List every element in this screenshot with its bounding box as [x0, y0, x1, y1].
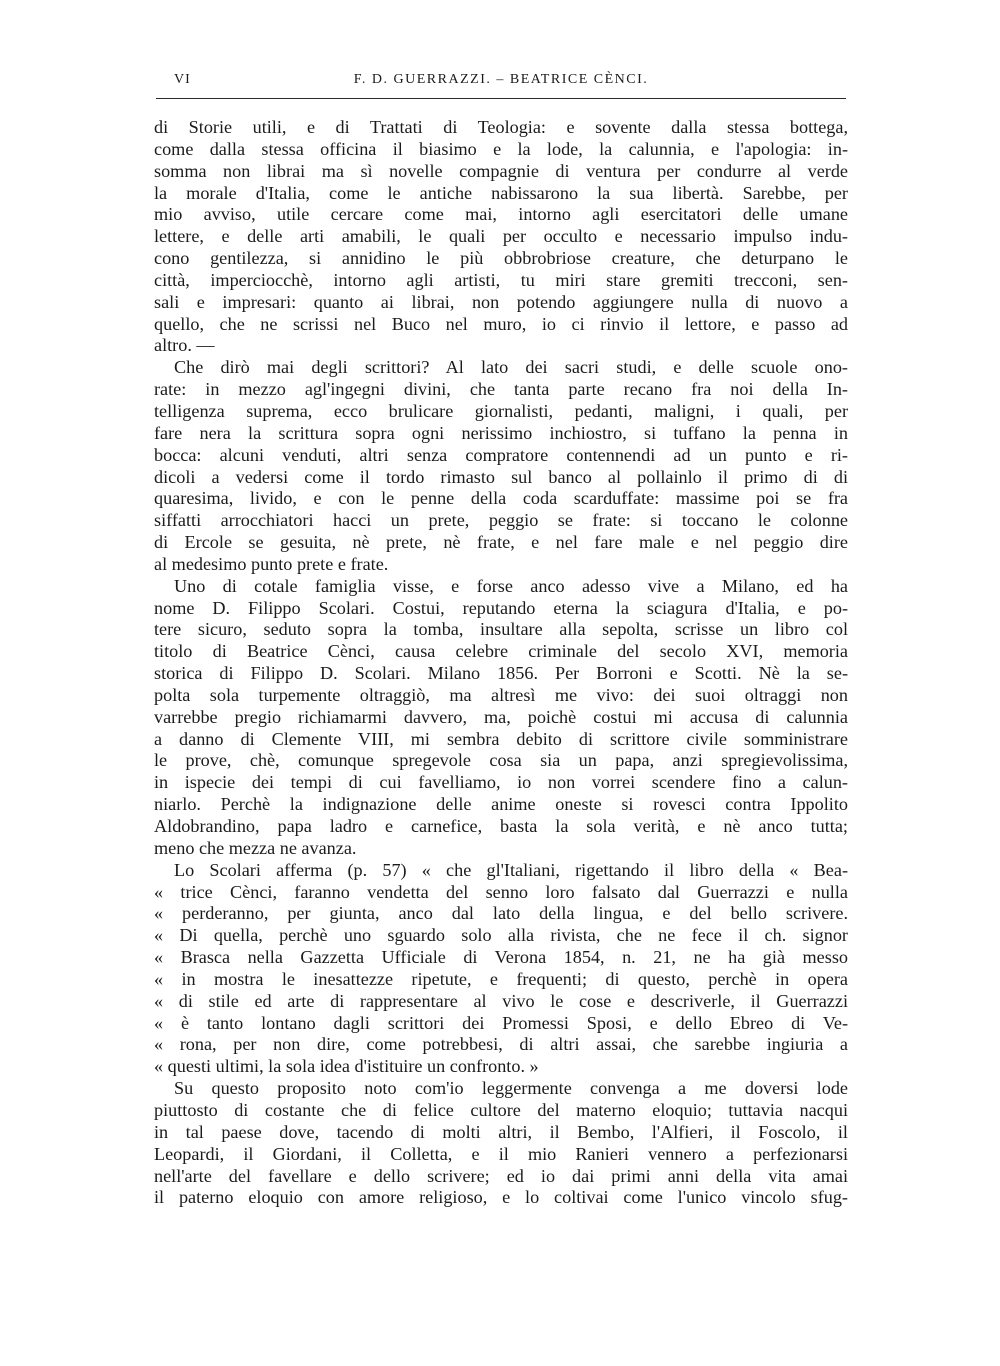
text-line: Lo Scolari afferma (p. 57) « che gl'Italiani, rigettando il libro della « Bea-: [174, 859, 848, 880]
text-line: storica di Filippo D. Scolari. Milano 1856. Per Borroni e Scotti. Nè la se-: [154, 663, 848, 684]
text-line: come dalla stessa officina il biasimo e la lode, la calunnia, e l'apologia: in-: [154, 138, 848, 159]
text-line: dicoli a vedersi come il tordo rimasto sul banco al pollainlo il primo di di: [154, 466, 848, 487]
text-line: « di stile ed arte di rappresentare al vivo le cose e descriverle, il Guerrazzi: [154, 990, 848, 1011]
text-line: Leopardi, il Giordani, il Colletta, e il mio Ranieri vennero a perfezionarsi: [154, 1143, 848, 1164]
text-line: nome D. Filippo Scolari. Costui, reputando eterna la sciagura d'Italia, e po-: [154, 597, 848, 618]
text-line: Aldobrandino, papa ladro e carnefice, basta la sola verità, e nè anco tutta;: [154, 816, 848, 836]
text-line: « trice Cènci, faranno vendetta del senno loro falsato dal Guerrazzi e nulla: [154, 881, 848, 902]
text-line: telligenza suprema, ecco brulicare giornalisti, pedanti, maligni, i quali, per: [154, 400, 848, 421]
text-line: le prove, chè, comunque spregevole cosa sia un papa, anzi spregievolissima,: [154, 750, 848, 771]
text-line: polta sola turpemente oltraggiò, ma altresì me vivo: dei suoi oltraggi non: [154, 684, 848, 705]
text-line: quello, che ne scrissi nel Buco nel muro, io ci rinvio il lettore, e passo ad: [154, 313, 848, 334]
header-rule: [156, 98, 846, 99]
running-head: [156, 68, 846, 94]
body-text: [154, 117, 848, 1209]
running-title: F. D. GUERRAZZI. – BEATRICE CÈNCI.: [353, 72, 649, 87]
text-line: titolo di Beatrice Cènci, causa celebre criminale del secolo XVI, memoria: [154, 641, 848, 662]
text-line: rate: in mezzo agl'ingegni divini, che tanta parte recano fra noi della In-: [154, 379, 848, 400]
text-line: mio avviso, utile cercare come mai, intorno agli esercitatori delle umane: [154, 204, 848, 225]
page-number: VI: [174, 72, 191, 87]
text-line: siffatti arrocchiatori hacci un prete, peggio se frate: si toccano le colonne: [154, 510, 848, 531]
text-line: in tal paese dove, tacendo di molti altri, il Bembo, l'Alfieri, il Foscolo, il: [154, 1121, 848, 1142]
text-line: nell'arte del favellare e dello scrivere; ed io dai primi anni della vita amai: [154, 1165, 848, 1186]
text-line: la morale d'Italia, come le antiche nabissarono la sua libertà. Sarebbe, per: [154, 182, 848, 203]
text-line: varrebbe pregio richiamarmi davvero, ma, poichè costui mi accusa di calunnia: [154, 706, 848, 727]
text-line: di Ercole se gesuita, nè prete, nè frate, e nel fare male e nel peggio dire: [154, 532, 848, 553]
text-line: lettere, e delle arti amabili, le quali per occulto e necessario impulso indu-: [154, 226, 848, 247]
text-line: « è tanto lontano dagli scrittori dei Promessi Sposi, e dello Ebreo di Ve-: [154, 1012, 848, 1033]
text-line: « questi ultimi, la sola idea d'istituire un confronto. »: [154, 1056, 539, 1077]
text-line: « Brasca nella Gazzetta Ufficiale di Verona 1854, n. 21, ne ha già messo: [154, 947, 848, 968]
text-line: fare nera la scrittura sopra ogni nerissimo inchiostro, si tuffano la penna in: [154, 422, 848, 443]
text-line: « rona, per non dire, come potrebbesi, di altri assai, che sarebbe ingiuria a: [154, 1034, 848, 1055]
text-line: somma non librai ma sì novelle compagnie di ventura per condurre al verde: [154, 160, 848, 181]
text-line: piuttosto di costante che di felice cultore del materno eloquio; tuttavia nacqui: [154, 1099, 848, 1120]
text-line: Che dirò mai degli scrittori? Al lato dei sacri studi, e delle scuole ono-: [174, 357, 848, 378]
text-line: tere sicuro, seduto sopra la tomba, insultare alla sepolta, scrisse un libro col: [154, 619, 848, 640]
text-line: « Di quella, perchè uno sguardo solo alla rivista, che ne fece il ch. signor: [154, 925, 848, 946]
text-line: Uno di cotale famiglia visse, e forse anco adesso vive a Milano, ed ha: [174, 575, 848, 596]
text-line: altro. —: [154, 335, 215, 356]
text-line: a danno di Clemente VIII, mi sembra debito di scrittore civile somministrare: [154, 728, 848, 749]
text-line: cono gentilezza, si annidino le più obbrobriose creature, che deturpano le: [154, 248, 848, 269]
text-line: sali e impresari: quanto ai librai, non potendo aggiungere nulla di nuovo a: [154, 291, 848, 312]
text-line: niarlo. Perchè la indignazione delle anime oneste si rovesci contra Ippolito: [154, 794, 848, 815]
text-line: di Storie utili, e di Trattati di Teologia: e sovente dalla stessa bottega,: [154, 117, 848, 137]
text-line: « perderanno, per giunta, anco dal lato della lingua, e del bello scrivere.: [154, 903, 848, 924]
text-line: « in mostra le inesattezze ripetute, e frequenti; di questo, perchè in opera: [154, 968, 848, 989]
text-line: Su questo proposito noto com'io leggermente convenga a me doversi lode: [174, 1078, 848, 1099]
text-line: meno che mezza ne avanza.: [154, 837, 357, 858]
text-line: il paterno eloquio con amore religioso, e lo coltivai come l'unico vincolo sfug-: [154, 1187, 848, 1208]
text-line: al medesimo punto prete e frate.: [154, 553, 389, 574]
text-line: città, imperciocchè, intorno agli artisti, tu miri stare gremiti trecconi, sen-: [154, 269, 848, 290]
text-line: in ispecie dei tempi di cui favelliamo, io non vorrei scendere fino a calun-: [154, 772, 848, 793]
text-line: bocca: alcuni venduti, altri senza compratore contennendi ad un punto e ri-: [154, 444, 848, 465]
text-line: quaresima, livido, e con le penne della coda scarduffate: massime poi se fra: [154, 488, 848, 509]
